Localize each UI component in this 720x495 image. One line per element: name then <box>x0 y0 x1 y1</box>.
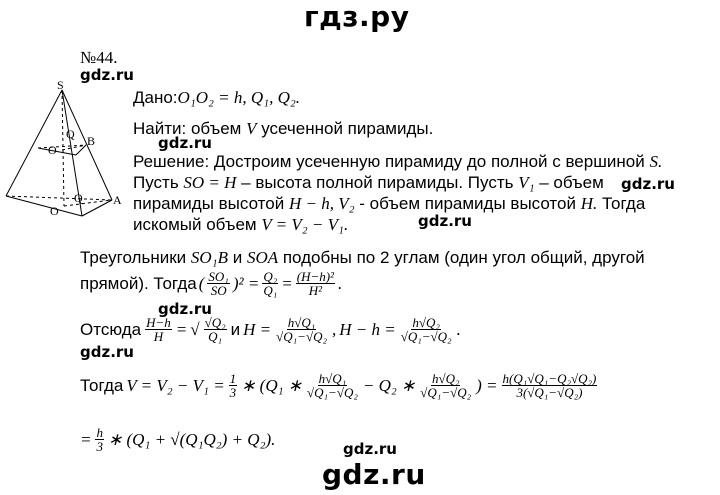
hence-frac-4: $\frac{\text{h√Q₂}}{\text{√Q₁−√Q₂}}$ <box>400 315 452 344</box>
watermark-2: gdz.ru <box>158 134 212 152</box>
final-frac: $\frac{h}{3}$ <box>96 425 103 454</box>
footer-watermark: gdz.ru <box>322 458 426 491</box>
problem-number: №44. <box>80 48 118 67</box>
given-label: Дано: <box>133 88 178 107</box>
solution-text-3e: Тогда <box>601 194 646 213</box>
then-frac-3: $\frac{\text{h√Q₂}}{\text{√Q₁−√Q₂}}$ <box>420 371 472 400</box>
given-expr: O₁O₂ = h, Q₁, Q₂. <box>177 88 301 107</box>
then-frac-1: $\frac{1}{3}$ <box>229 371 237 400</box>
solution-text-4a: искомый объем <box>133 215 257 234</box>
then-expr1: V = V₂ − V₁ = <box>126 375 225 395</box>
similar-text-1b: SO₁B <box>190 248 228 267</box>
similar-frac-1: $\frac{\text{SO₁}}{SO}$ <box>208 269 229 298</box>
find-label: Найти: объем <box>133 119 242 138</box>
final-eq: = <box>80 429 92 449</box>
solution-line-4 <box>133 215 348 235</box>
similar-line-2: прямой). Тогда ( $\frac{\text{SO₁}}{SO}$ )² = $\frac{\text{Q₂}}{\text{Q₁}}$ = $\frac{\text{(H−h)²}}{\text{H²}}$ . <box>80 269 343 298</box>
then-mid2: − Q₂ ∗ <box>362 375 416 395</box>
solution-line-1 <box>133 152 662 172</box>
then-label: Тогда <box>80 375 124 395</box>
then-frac-4: $\frac{\text{h(Q₁√Q₁−Q₂√Q₂)}}{\text{3(√Q₁−√Q₂)}}$ <box>502 371 597 400</box>
given-line <box>133 88 300 108</box>
similar-eq: = <box>281 273 293 293</box>
solution-text-2c: – высота полной пирамиды. Пусть <box>241 173 514 192</box>
label-a: A <box>113 193 122 207</box>
label-s: S <box>57 78 64 92</box>
watermark-7: gdz.ru <box>343 440 397 458</box>
solution-text-3b: H − h, V₂ <box>288 194 355 213</box>
then-line <box>80 372 598 399</box>
similar-end: . <box>337 273 343 293</box>
similar-text-2a: прямой). Тогда <box>80 273 197 293</box>
similar-pow: )² = <box>232 273 260 293</box>
watermark-3: gdz.ru <box>621 175 675 193</box>
then-mid1: ∗ (Q₁ ∗ <box>241 375 303 395</box>
label-o1: O <box>48 143 57 157</box>
hence-h-eq: H = <box>243 319 272 339</box>
label-b: B <box>87 134 96 148</box>
similar-text-1d: SOA <box>246 248 279 267</box>
pyramid-figure <box>0 78 135 228</box>
solution-text-3c: - объем пирамиды высотой <box>359 194 576 213</box>
similar-frac-2: $\frac{\text{Q₂}}{\text{Q₁}}$ <box>263 269 278 298</box>
solution-text-2b: SO = H <box>183 173 237 192</box>
solution-text-1b: S. <box>649 152 663 171</box>
final-line <box>80 426 275 453</box>
solution-text-3a: пирамиды высотой <box>133 194 285 213</box>
similar-frac-3: $\frac{\text{(H−h)²}}{\text{H²}}$ <box>296 269 334 298</box>
similar-text-1e: подобны по 2 углам (один угол общий, другой <box>282 248 645 267</box>
solution-text-3d: H. <box>580 194 598 213</box>
solution-line-2 <box>133 173 604 193</box>
hence-eq1: = <box>175 319 188 339</box>
hence-label: Отсюда <box>80 319 142 339</box>
label-q: Q <box>74 191 83 205</box>
then-frac-2: $\frac{\text{h√Q₁}}{\text{√Q₁−√Q₂}}$ <box>307 371 358 400</box>
hence-sep: , <box>331 319 337 339</box>
hence-and: и <box>230 319 241 339</box>
find-var: V <box>246 119 257 138</box>
final-expr: ∗ (Q₁ + √(Q₁Q₂) + Q₂). <box>107 429 276 449</box>
hence-line: Отсюда $\frac{H-h}{H}$ = √ $\frac{\text{√Q₂}}{\text{Q₁}}$ и H = $\frac{\text{h√Q₁}}{\text{√Q₁−√Q₂}}$ , H − h = $\frac{\text{h√Q₂}}{\text{√Q₁−√Q₂}}$ . <box>80 315 461 344</box>
watermark-5: gdz.ru <box>158 300 212 318</box>
watermark-4: gdz.ru <box>418 212 472 230</box>
hence-hh-eq: H − h = <box>339 319 396 339</box>
similar-line-1 <box>80 248 645 268</box>
similar-text-1c: и <box>232 248 243 267</box>
site-title: гдз.ру <box>304 0 410 33</box>
find-rest: усеченной пирамиды. <box>261 119 434 138</box>
then-mid3: ) = <box>476 375 498 395</box>
hence-frac-3: $\frac{\text{h√Q₁}}{\text{√Q₁−√Q₂}}$ <box>276 315 327 344</box>
hence-frac-2: $\frac{\text{√Q₂}}{\text{Q₁}}$ <box>204 315 226 344</box>
hence-end: . <box>456 319 461 339</box>
solution-text-2a: Пусть <box>133 173 179 192</box>
hence-frac-1: $\frac{H-h}{H}$ <box>146 315 171 344</box>
solution-text-4b: V = V₂ − V₁. <box>261 215 349 234</box>
solution-text-1a: Решение: Достроим усеченную пирамиду до полной с вершиной <box>133 152 645 171</box>
watermark-1: gdz.ru <box>80 66 134 84</box>
solution-line-3 <box>133 194 645 214</box>
similar-text-1a: Треугольники <box>80 248 187 267</box>
watermark-6: gdz.ru <box>80 343 134 361</box>
label-o: O <box>50 204 59 218</box>
label-q1: Q <box>66 127 75 141</box>
solution-text-2e: – объем <box>539 173 604 192</box>
solution-text-2d: V₁ <box>518 173 535 192</box>
